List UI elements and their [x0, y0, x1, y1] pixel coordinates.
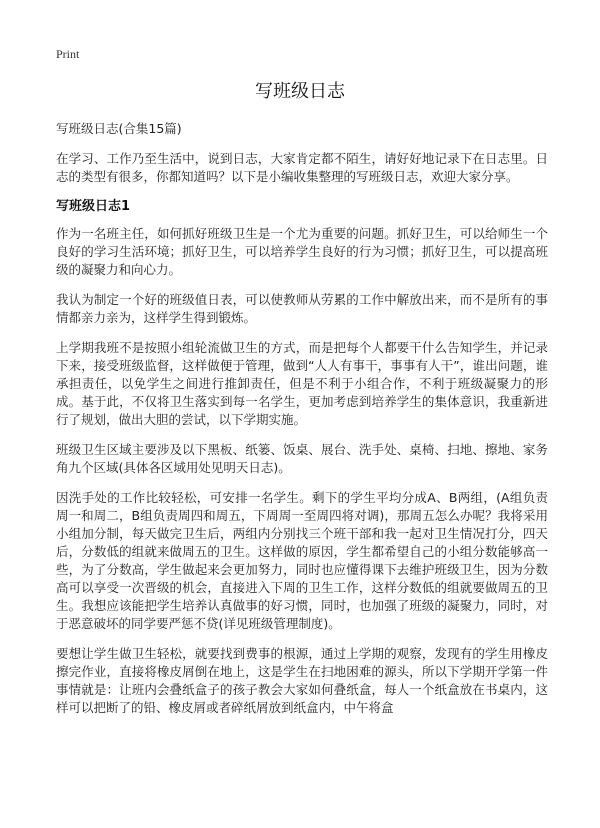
page-title: 写班级日志: [255, 81, 345, 102]
section-heading: 写班级日志1: [56, 199, 131, 214]
document-body: [56, 120, 548, 729]
body-paragraph-3: 上学期我班不是按照小组轮流做卫生的方式，而是把每个人都要干什么告知学生，并记录下来，接受班级监督，这样做便于管理，做到“人人有事干，事事有人干”，谁出问题，谁承担责任，以免学生之间进行推卸责任，但是不利于小组合作，不利于班级凝聚力的形成。基于此，不仅将卫生落实到每一名学生，更加考虑到培养学生的集体意识，我重新进行了规划，做出大胆的尝试，以下学期实施。: [56, 340, 548, 427]
body-paragraph-2: 我认为制定一个好的班级值日表，可以使教师从劳累的工作中解放出来，而不是所有的事情都亲力亲为，这样学生得到锻炼。: [56, 292, 548, 325]
body-paragraph-1: 作为一名班主任，如何抓好班级卫生是一个尤为重要的问题。抓好卫生，可以给师生一个良好的学习生活环境；抓好卫生，可以培养学生良好的行为习惯；抓好卫生，可以提高班级的凝聚力和向心力。: [56, 226, 548, 277]
print-link[interactable]: Print: [56, 47, 80, 61]
body-paragraph-4: 班级卫生区域主要涉及以下黑板、纸篓、饭桌、展台、洗手处、桌椅、扫地、擦地、家务角九个区域(具体各区域用处见明天日志)。: [56, 442, 548, 475]
intro-paragraph: 在学习、工作乃至生活中，说到日志，大家肯定都不陌生，请好好地记录下在日志里。日志的类型有很多，你都知道吗？以下是小编收集整理的写班级日志，欢迎大家分享。: [56, 151, 548, 184]
document-subtitle: 写班级日志(合集15篇): [56, 121, 182, 136]
body-paragraph-6: 要想让学生做卫生轻松，就要找到费事的根源，通过上学期的观察，发现有的学生用橡皮擦完作业，直接将橡皮屑倒在地上，这是学生在扫地困难的源头，所以下学期开学第一件事情就是：让班内会叠纸盒子的孩子教会大家如何叠纸盒，每人一个纸盒放在书桌内，这样可以把断了的铅、橡皮屑或者碎纸屑放到纸盒内，中午将盒: [56, 646, 548, 715]
body-paragraph-5: 因洗手处的工作比较轻松，可安排一名学生。剩下的学生平均分成A、B两组，(A组负责周一和周二，B组负责周四和周五，下周周一至周四将对调)，那周五怎么办呢？我将采用小组加分制，每天做完卫生后，两组内分别找三个班干部和我一起对卫生情况打分，四天后，分数低的组就来做周五的卫生。这样做的原因，学生都希望自己的小组分数能够高一些，为了分数高，学生做起来会更加努力，同时也应懂得课下去维护班级卫生，因为分数高可以享受一次晋级的机会，直接进入下周的卫生工作，这样分数低的组就要做周五的卫生。我想应该能把学生培养认真做事的好习惯，同时，也加强了班级的凝聚力，同时，对于恶意破坏的同学要严惩不贷(详见班级管理制度)。: [56, 490, 548, 631]
